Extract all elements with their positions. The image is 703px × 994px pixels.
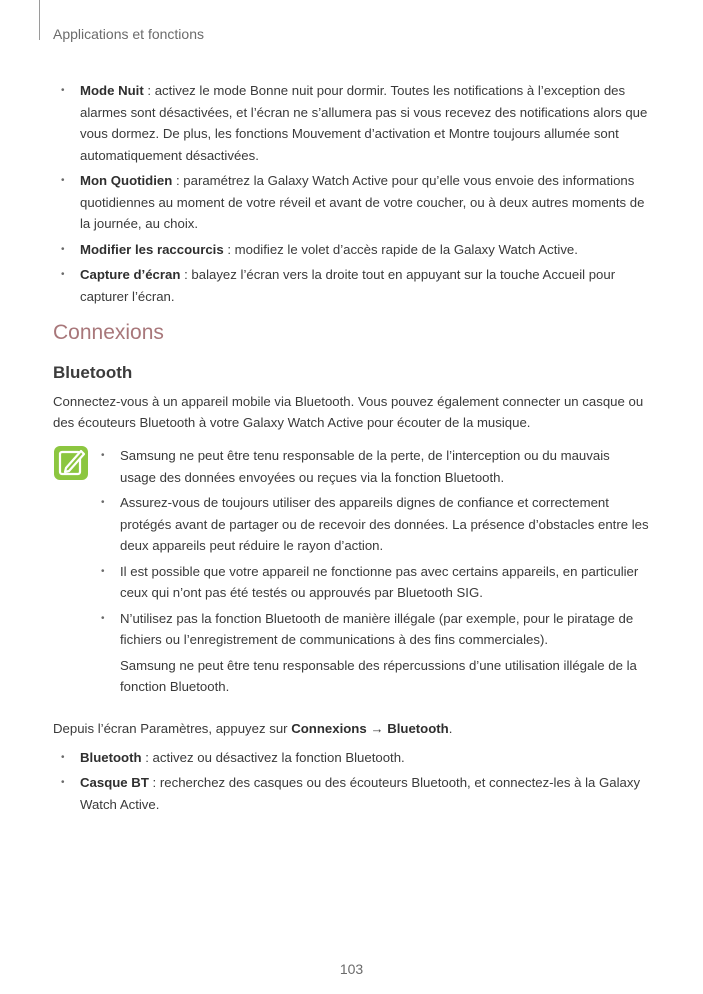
nav-item-bluetooth: Bluetooth (387, 720, 449, 736)
list-item (53, 747, 649, 769)
page-content (53, 80, 649, 819)
bullet-term: Bluetooth (80, 749, 142, 765)
bluetooth-heading: Bluetooth (53, 363, 133, 382)
bullet-text: : modifiez le volet d’accès rapide de la Galaxy Watch Active. (223, 241, 578, 257)
bullet-term: Casque BT (80, 775, 149, 790)
list-item (53, 264, 649, 307)
bluetooth-options-list (53, 747, 649, 816)
list-item (53, 772, 649, 815)
header-margin-line (39, 0, 40, 40)
note-list (93, 445, 649, 651)
bullet-text: : activez ou désactivez la fonction Bluetooth. (141, 749, 405, 765)
list-item (53, 239, 649, 261)
list-item: • Samsung ne peut être tenu responsable de la perte, de l’interception ou du mauvais usage des données envoyées ou reçues via la fonction Bluetooth. (93, 445, 649, 488)
nav-item-connexions: Connexions (291, 720, 367, 736)
list-item: • N’utilisez pas la fonction Bluetooth de manière illégale (par exemple, pour le piratage de fichiers ou l’enregistrement de communications à des fins commerciales). (93, 608, 649, 651)
nav-suffix: . (448, 720, 453, 736)
list-item (53, 80, 649, 166)
bullet-term: Capture d’écran (80, 267, 181, 282)
list-item (53, 170, 649, 235)
page-number: 103 (339, 961, 364, 977)
bullet-term: Mon Quotidien (80, 173, 173, 188)
settings-bullet-list (53, 80, 649, 307)
running-header: Applications et fonctions (53, 26, 204, 42)
note-box (53, 445, 649, 698)
nav-arrow: → (366, 720, 388, 736)
bullet-text: : recherchez des casques ou des écouteurs Bluetooth, et connectez-les à la Galaxy Watch Active. (80, 775, 641, 812)
list-item: • Assurez-vous de toujours utiliser des appareils dignes de confiance et correctement protégés avant de partager ou de recevoir des données. La présence d’obstacles entre les deux appareils peut réduire le rayon d’action. (93, 492, 649, 557)
note-pencil-icon (53, 445, 89, 481)
bullet-text: : balayez l’écran vers la droite tout en appuyant sur la touche Accueil pour capturer l’écran. (80, 267, 616, 304)
bluetooth-intro: Connectez-vous à un appareil mobile via Bluetooth. Vous pouvez également connecter un casque ou des écouteurs Bluetooth à votre Galaxy Watch Active pour écouter de la musique. (53, 394, 644, 430)
list-item: • Il est possible que votre appareil ne fonctionne pas avec certains appareils, en particulier ceux qui n’ont pas été testés ou approuvés par Bluetooth SIG. (93, 561, 649, 604)
navigation-instruction (53, 718, 649, 739)
bullet-term: Mode Nuit (80, 83, 144, 98)
section-title: Connexions (53, 321, 164, 344)
note-extra-text: Samsung ne peut être tenu responsable des répercussions d’une utilisation illégale de la fonction Bluetooth. (120, 657, 637, 694)
nav-prefix: Depuis l’écran Paramètres, appuyez sur (53, 720, 292, 736)
bullet-term: Modifier les raccourcis (80, 241, 224, 257)
bullet-text: : paramétrez la Galaxy Watch Active pour qu’elle vous envoie des informations quotidiennes au moment de votre réveil et avant de votre coucher, ou à deux autres moments de la journée, au choix. (80, 173, 645, 231)
bullet-text: : activez le mode Bonne nuit pour dormir. Toutes les notifications à l’exception des alarmes sont désactivées, et l’écran ne s’allumera pas si vous recevez des notifications alors que vous dormez. De plus, les fonctions Mouvement d’activation et Montre toujours allumée sont automatiquement désactivées. (80, 83, 648, 163)
